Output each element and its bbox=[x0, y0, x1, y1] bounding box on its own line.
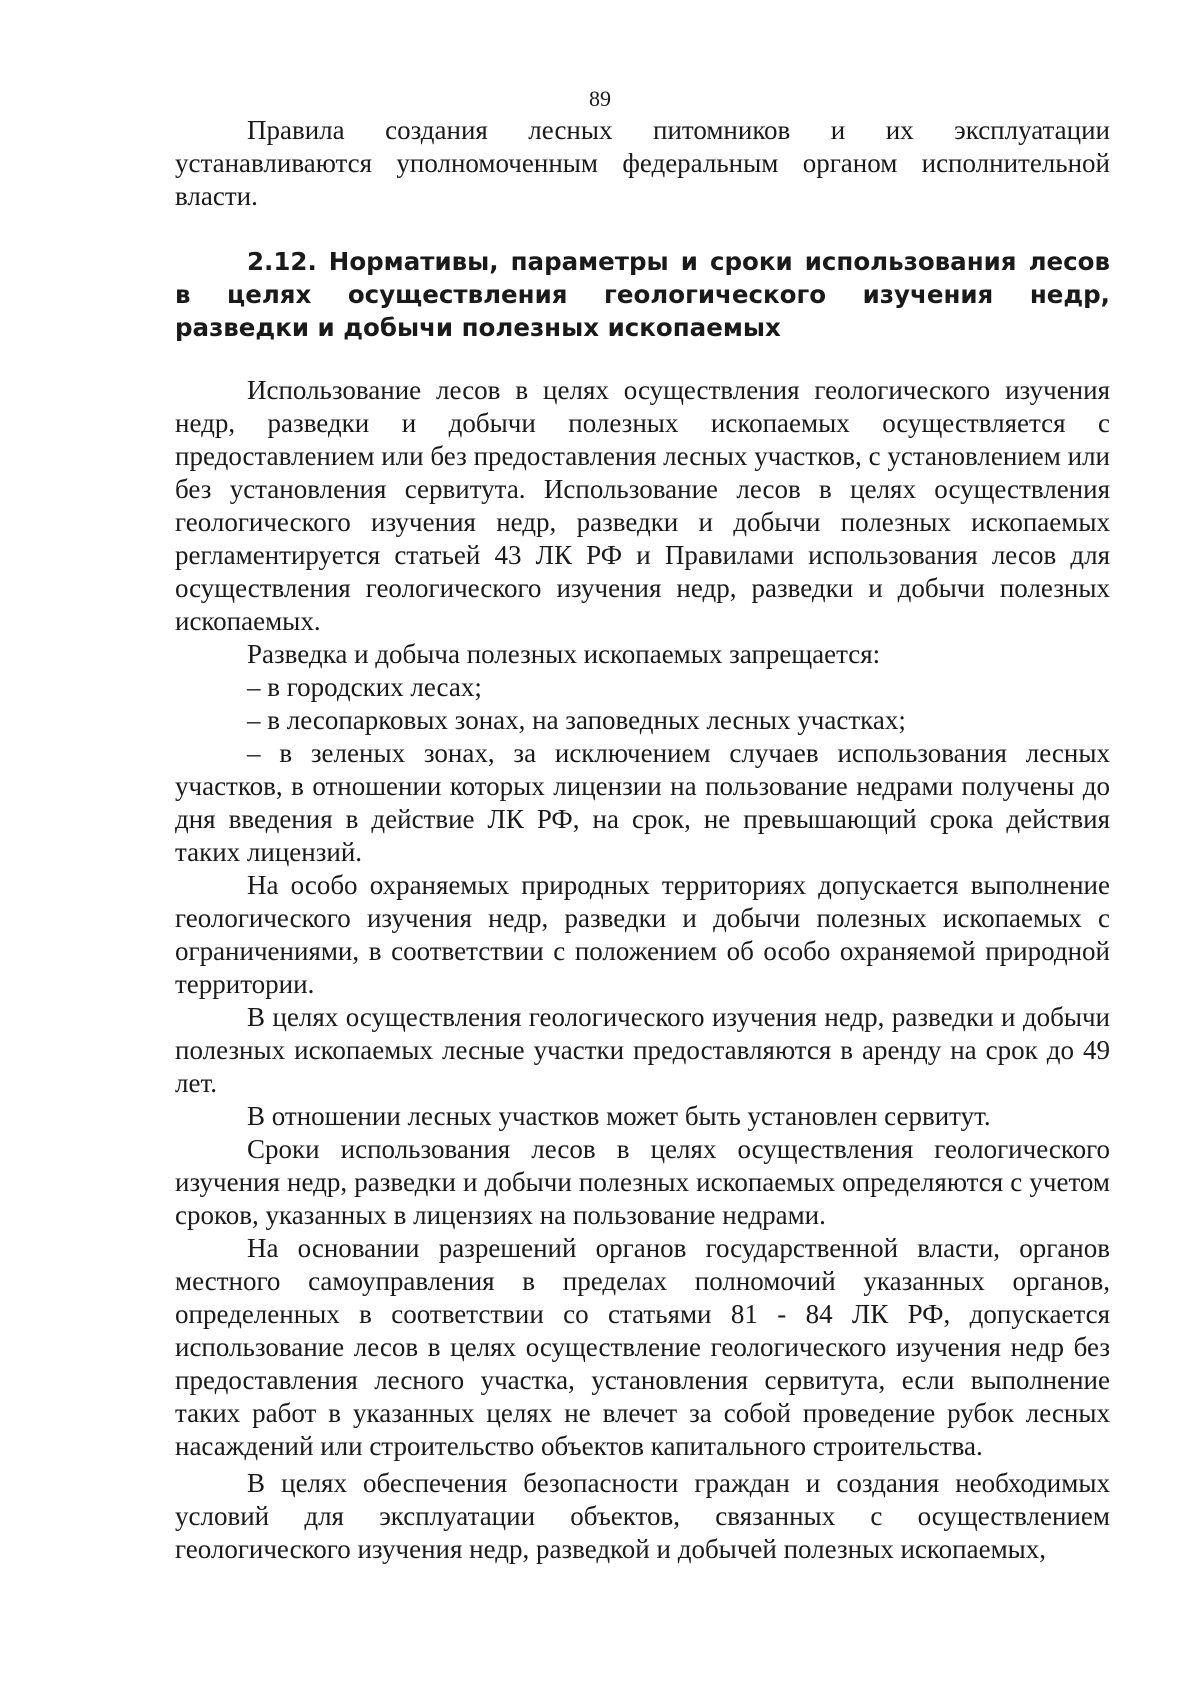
paragraph-prohibition-intro: Разведка и добыча полезных ископаемых запрещается: bbox=[247, 639, 881, 669]
list-item-green-zones: – в зеленых зонах, за исключением случаев использования лесных участков, в отношении которых лицензии на пользование недрами получены до дня введения в действие ЛК РФ, на срок, не превышающий срока действия таких лицензий. bbox=[175, 738, 1110, 867]
page-content bbox=[175, 114, 1110, 1566]
paragraph-lease-term: В целях осуществления геологического изучения недр, разведки и добычи полезных ископаемых лесные участки предоставляются в аренду на срок до 49 лет. bbox=[175, 1002, 1110, 1098]
paragraph-protected-areas: На особо охраняемых природных территориях допускается выполнение геологического изучения недр, разведки и добычи полезных ископаемых с ограничениями, в соответствии с положением об особо охраняемой природной территории. bbox=[175, 870, 1110, 999]
paragraph-safety: В целях обеспечения безопасности граждан и создания необходимых условий для эксплуатации объектов, связанных с осуществлением геологического изучения недр, разведкой и добычей полезных ископаемых, bbox=[175, 1468, 1110, 1564]
section-heading: 2.12. Нормативы, параметры и сроки использования лесов в целях осуществления геологического изучения недр, разведки и добычи полезных ископаемых bbox=[175, 247, 1110, 342]
intro-paragraph: Правила создания лесных питомников и их эксплуатации устанавливаются уполномоченным федеральным органом исполнительной власти. bbox=[175, 115, 1110, 211]
list-item-forest-park-zones: – в лесопарковых зонах, на заповедных лесных участках; bbox=[247, 705, 906, 735]
list-item-city-forests: – в городских лесах; bbox=[247, 672, 482, 702]
page-number: 89 bbox=[589, 86, 611, 111]
paragraph-servitude: В отношении лесных участков может быть установлен сервитут. bbox=[247, 1101, 991, 1131]
paragraph-usage-overview: Использование лесов в целях осуществления геологического изучения недр, разведки и добычи полезных ископаемых осуществляется с предоставлением или без предоставления лесных участков, с установлением или без установления сервитута. Использование лесов в целях осуществления геологического изучения недр, разведки и добычи полезных ископаемых регламентируется статьей 43 ЛК РФ и Правилами использования лесов для осуществления геологического изучения недр, разведки и добычи полезных ископаемых. bbox=[175, 375, 1110, 636]
paragraph-usage-terms: Сроки использования лесов в целях осуществления геологического изучения недр, разведки и добычи полезных ископаемых определяются с учетом сроков, указанных в лицензиях на пользование недрами. bbox=[175, 1134, 1110, 1230]
paragraph-permits: На основании разрешений органов государственной власти, органов местного самоуправления в пределах полномочий указанных органов, определенных в соответствии со статьями 81 - 84 ЛК РФ, допускается использование лесов в целях осуществление геологического изучения недр без предоставления лесного участка, установления сервитута, если выполнение таких работ в указанных целях не влечет за собой проведение рубок лесных насаждений или строительство объектов капитального строительства. bbox=[175, 1233, 1110, 1461]
